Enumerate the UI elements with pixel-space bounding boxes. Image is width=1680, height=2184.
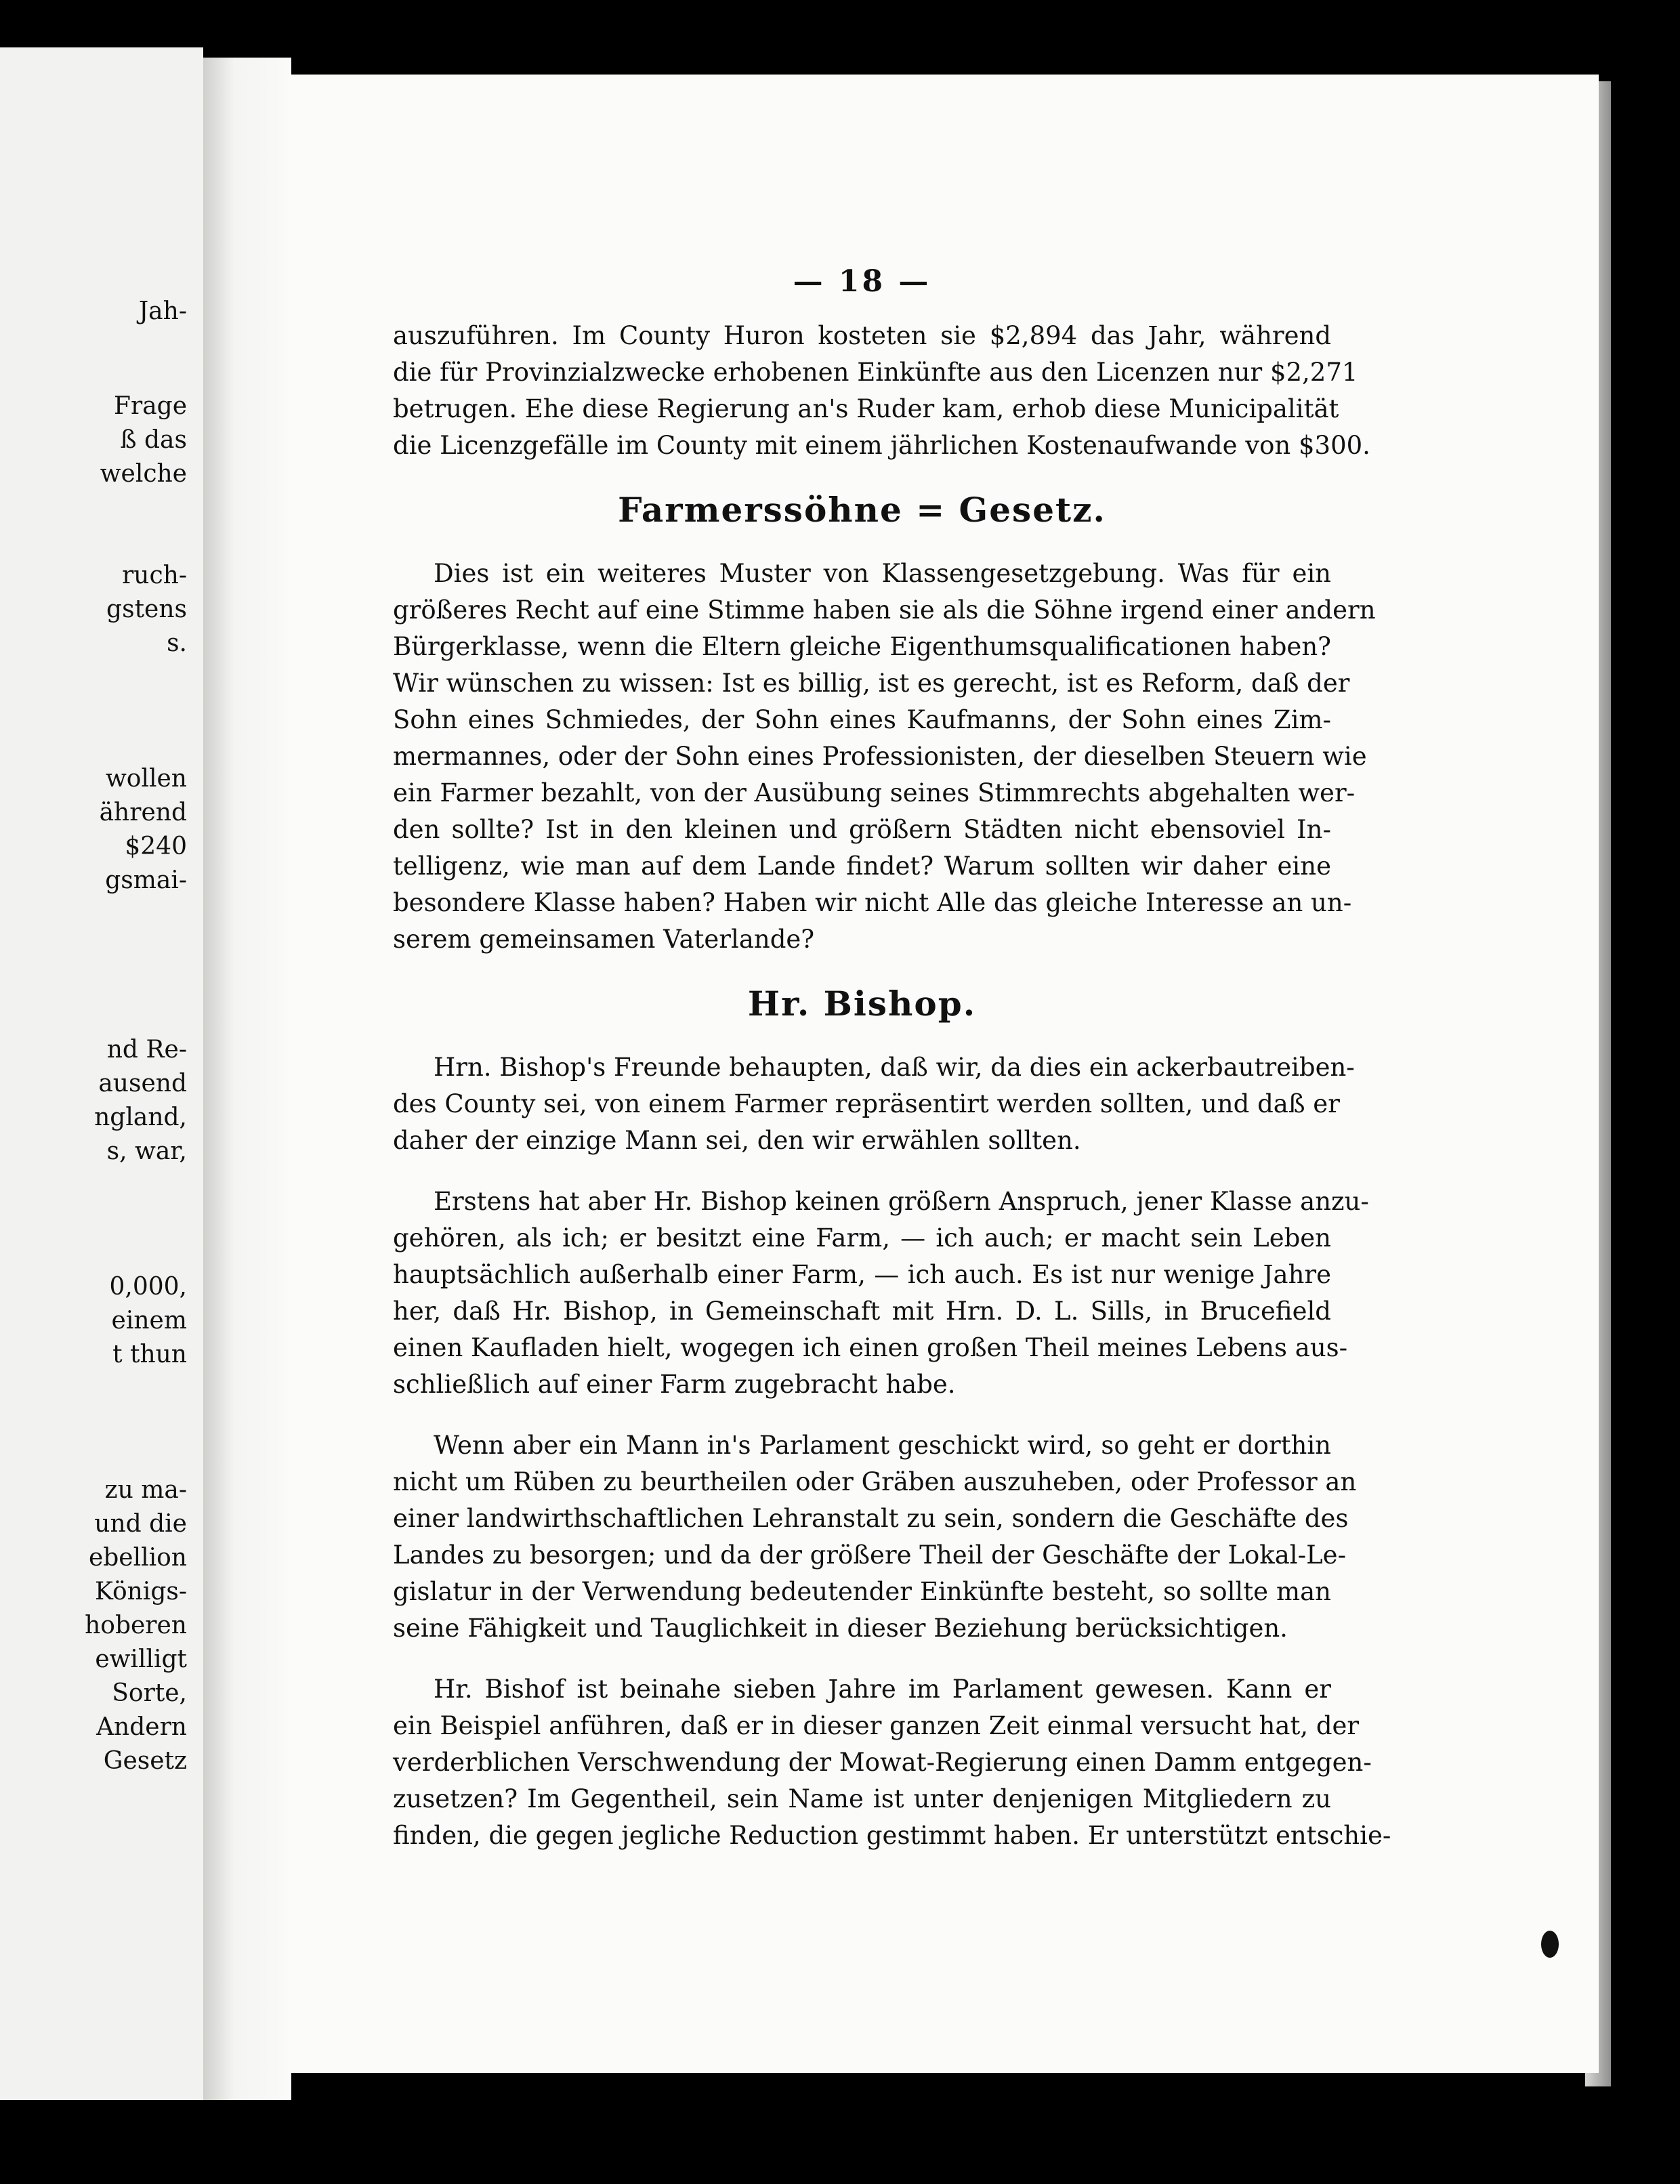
left-page-fragment: ewilligt [95,1645,187,1673]
left-page-fragment: Jah- [138,297,187,325]
text-line: finden, die gegen jegliche Reduction gestimmt haben. Er unterstützt entschie- [393,1821,1391,1850]
left-page-fragment: Frage [114,392,187,420]
left-page-fragment: ngland, [94,1104,187,1131]
paragraph [393,1183,1369,1403]
left-page-fragment: s, war, [106,1137,187,1165]
text-line: einer landwirthschaftlichen Lehranstalt zu sein, sondern die Geschäfte des [393,1504,1349,1533]
left-page-fragment: 0,000, [109,1273,187,1301]
text-line: mermannes, oder der Sohn eines Professionisten, der dieselben Steuern wie [393,742,1367,771]
left-page-fragment: und die [94,1510,187,1538]
text-line: hauptsächlich außerhalb einer Farm, — ich auch. Es ist nur wenige Jahre [393,1260,1331,1289]
text-line: Landes zu besorgen; und da der größere Theil der Geschäfte der Lokal-Le- [393,1540,1347,1570]
text-line: gislatur in der Verwendung bedeutender Einkünfte besteht, so sollte man [393,1577,1331,1606]
text-line: Hr. Bishof ist beinahe sieben Jahre im Parlament gewesen. Kann er [434,1675,1331,1704]
paragraph [393,318,1370,464]
left-page-fragment: Sorte, [112,1679,187,1707]
left-page-fragment: t thun [112,1341,187,1368]
paragraph [393,1427,1357,1647]
text-line: auszuführen. Im County Huron kosteten sie $2,894 das Jahr, während [393,321,1331,350]
text-line: daher der einzige Mann sei, den wir erwählen sollten. [393,1126,1081,1155]
text-line: schließlich auf einer Farm zugebracht habe. [393,1370,956,1399]
left-page-fragment: nd Re- [106,1036,187,1064]
left-page-fragment: gstens [106,595,187,623]
left-page-fragment: ebellion [88,1544,187,1572]
text-line: Wenn aber ein Mann in's Parlament geschickt wird, so geht er dorthin [434,1431,1331,1460]
text-line: einen Kaufladen hielt, wogegen ich einen großen Theil meines Lebens aus- [393,1333,1348,1362]
left-page-fragment: $240 [125,833,187,860]
text-line: Dies ist ein weiteres Muster von Klassengesetzgebung. Was für ein [434,559,1331,588]
text-line: nicht um Rüben zu beurtheilen oder Gräben auszuheben, oder Professor an [393,1467,1357,1496]
text-line: gehören, als ich; er besitzt eine Farm, — ich auch; er macht sein Leben [393,1223,1331,1253]
text-line: telligenz, wie man auf dem Lande findet? Warum sollten wir daher eine [393,852,1331,881]
left-page-fragment: Andern [96,1713,187,1741]
text-line: Sohn eines Schmiedes, der Sohn eines Kaufmanns, der Sohn eines Zim- [393,705,1331,734]
text-line: serem gemeinsamen Vaterlande? [393,925,815,954]
main-page [288,75,1599,2073]
text-line: ein Beispiel anführen, daß er in dieser ganzen Zeit einmal versucht hat, der [393,1711,1360,1740]
heading-farmerssoehne: Farmerssöhne = Gesetz. [618,490,1106,530]
text-line: ein Farmer bezahlt, von der Ausübung seines Stimmrechts abgehalten wer- [393,778,1356,807]
paragraph [393,1671,1391,1854]
text-line: Hrn. Bishop's Freunde behaupten, daß wir, da dies ein ackerbautreiben- [434,1053,1355,1082]
text-line: die Licenzgefälle im County mit einem jährlichen Kostenaufwande von $300. [393,431,1370,460]
text-line: die für Provinzialzwecke erhobenen Einkünfte aus den Licenzen nur $2,271 [393,358,1358,387]
left-page-fragment: zu ma- [104,1476,187,1504]
text-line: zusetzen? Im Gegentheil, sein Name ist unter denjenigen Mitgliedern zu [393,1784,1331,1813]
left-page-fragment: ährend [99,799,187,826]
ink-spot [1541,1931,1559,1958]
left-page-fragment: ruch- [122,562,187,589]
left-facing-page [0,47,203,2100]
left-page-fragment: einem [111,1307,187,1335]
left-page-fragment: wollen [105,765,187,793]
page-gutter [203,58,291,2100]
text-line: verderblichen Verschwendung der Mowat-Regierung einen Damm entgegen- [393,1748,1372,1777]
text-line: des County sei, von einem Farmer repräsentirt werden sollten, und daß er [393,1089,1340,1118]
left-page-fragment: Gesetz [103,1747,187,1775]
text-line: besondere Klasse haben? Haben wir nicht Alle das gleiche Interesse an un- [393,888,1352,917]
text-line: Erstens hat aber Hr. Bishop keinen größern Anspruch, jener Klasse anzu- [434,1187,1369,1216]
heading-bishop: Hr. Bishop. [747,984,977,1024]
text-line: größeres Recht auf eine Stimme haben sie als die Söhne irgend einer andern [393,595,1376,625]
text-line: Bürgerklasse, wenn die Eltern gleiche Eigenthumsqualificationen haben? [393,632,1331,661]
text-line: betrugen. Ehe diese Regierung an's Ruder kam, erhob diese Municipalität [393,394,1339,423]
left-page-fragment: ß das [120,426,187,454]
left-page-fragment: Königs- [95,1578,187,1605]
text-line: seine Fähigkeit und Tauglichkeit in dieser Beziehung berücksichtigen. [393,1614,1288,1643]
left-page-fragment: ausend [98,1070,187,1097]
text-column [393,264,1391,1854]
intro-paragraph [393,318,1370,464]
left-page-fragment: gsmai- [105,866,187,894]
left-page-fragment: hoberen [85,1612,187,1639]
text-line: Wir wünschen zu wissen: Ist es billig, ist es gerecht, ist es Reform, daß der [393,669,1350,698]
page-number: — 18 — [793,264,931,299]
text-line: den sollte? Ist in den kleinen und größern Städten nicht ebensoviel In- [393,815,1331,844]
text-line: her, daß Hr. Bishop, in Gemeinschaft mit Hrn. D. L. Sills, in Brucefield [393,1297,1331,1326]
section-bishop [393,1049,1391,1854]
left-page-fragment: welche [100,460,187,488]
left-page-fragment: s. [167,629,187,657]
paragraph [393,1049,1355,1159]
paragraph [393,555,1376,958]
section-farmerssoehne [393,555,1376,958]
